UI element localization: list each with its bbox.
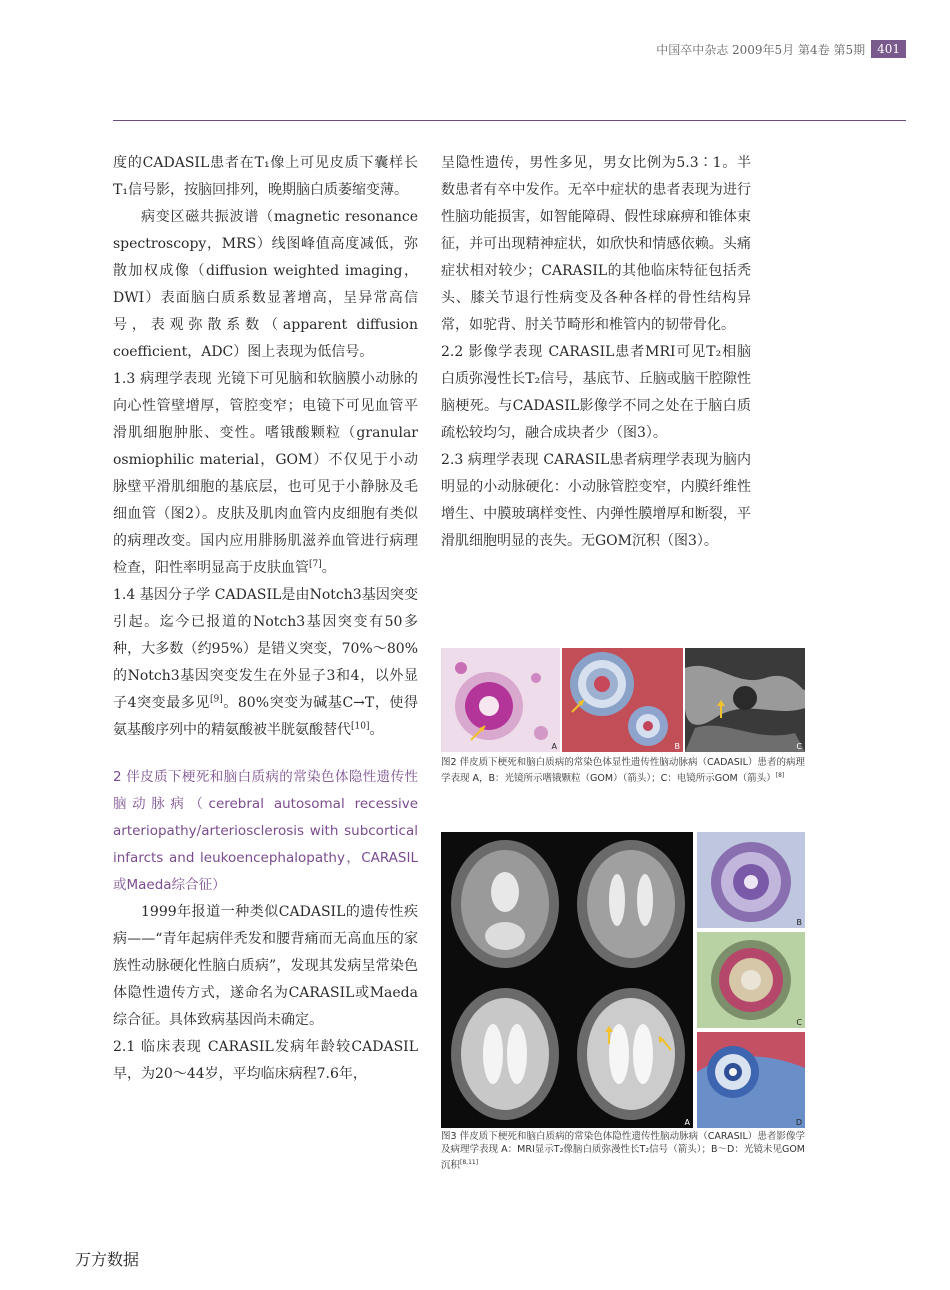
figure-3-label-b: B [796,918,802,927]
figure-3-panel-c-image [697,932,805,1028]
running-header [656,40,906,58]
section-1-4-end: 。 [369,722,384,738]
right-paragraph-1: 呈隐性遗传，男性多见，男女比例为5.3∶1。半数患者有卒中发作。无卒中症状的患者表现为进行性脑功能损害，如智能障碍、假性球麻痹和锥体束征，并可出现精神症状，如欣快和情感依赖。头痛症状相对较少；CARASIL的其他临床特征包括秃头、膝关节退行性病变及各种各样的骨性结构异常，如驼背、肘关节畸形和椎管内的韧带骨化。 [441,155,751,333]
left-paragraph-5: 1999年报道一种类似CADASIL的遗传性疾病——“青年起病伴秃发和腰背痛而无高血压的家族性动脉硬化性脑白质病”，发现其发病呈常染色体隐性遗传方式，遂命名为CARASIL或Maeda综合征。具体致病基因尚未确定。 [113,904,418,1028]
left-paragraph-2: 病变区磁共振波谱（magnetic resonance spectroscopy，MRS）线图峰值高度减低，弥散加权成像（diffusion weighted imaging，DWI）表面脑白质系数显著增高，呈异常高信号，表观弥散系数（apparent diffusion coefficient，ADC）图上表现为低信号。 [113,209,418,360]
section-1-3-text: 1.3 病理学表现 光镜下可见脑和软脑膜小动脉的向心性管壁增厚，管腔变窄；电镜下可见血管平滑肌细胞肿胀、变性。嗜锇酸颗粒（granular osmiophilic material，GOM）不仅见于小动脉壁平滑肌细胞的基底层，也可见于小静脉及毛细血管（图2）。皮肤及肌肉血管内皮细胞有类似的病理改变。国内应用腓肠肌滋养血管进行病理检查，阳性率明显高于皮肤血管 [113,371,418,576]
figure-2-panel-a [441,648,560,752]
section-2-3: 2.3 病理学表现 CARASIL患者病理学表现为脑内明显的小动脉硬化：小动脉管腔变窄，内膜纤维性增生、中膜玻璃样变性、内弹性膜增厚和断裂，平滑肌细胞明显的丧失。无GOM沉积（图3）。 [441,452,751,549]
section-1-4-text-a: 1.4 基因分子学 CADASIL是由Notch3基因突变引起。迄今已报道的Notch3基因突变有50多种，大多数（约95%）是错义突变，70%～80%的Notch3基因突变发生在外显子3和4，以外显子4突变最多见 [113,587,418,711]
figure-2-panel-b-image [562,648,683,752]
left-column [113,150,418,1088]
figure-2-label-a: A [551,742,557,751]
journal-info: 中国卒中杂志 2009年5月 第4卷 第5期 [656,42,866,57]
figure-3-label-c: C [796,1018,802,1027]
section-1-3 [113,366,418,582]
ref-7: [7] [309,559,322,570]
figure-3-panel-d-image [697,1032,805,1128]
footer-watermark: 万方数据 [75,1250,140,1269]
figure-2-caption-ref: [8] [775,772,785,779]
section-1-4 [113,582,418,744]
figure-2-caption-text: 图2 伴皮质下梗死和脑白质病的常染色体显性遗传性脑动脉病（CADASIL）患者的病理学表现 A，B：光镜所示嗜锇颗粒（GOM）（箭头）；C：电镜所示GOM（箭头） [441,757,805,785]
right-column [441,150,751,555]
figure-3-mri-image [441,832,693,1128]
figure-3-caption [441,1130,805,1172]
section-2-heading: 2 伴皮质下梗死和脑白质病的常染色体隐性遗传性脑动脉病（cerebral autosomal recessive arteriopathy/arteriosclerosis with subcortical infarcts and leukoencephalopathy，CARASIL或Maeda综合征） [113,769,418,893]
figure-2-label-c: C [796,742,802,751]
figure-3-panel-b-image [697,832,805,928]
section-2-1: 2.1 临床表现 CARASIL发病年龄较CADASIL早，为20～44岁，平均临床病程7.6年， [113,1039,418,1082]
figure-3-panel-d [697,1032,805,1128]
header-rule [113,120,906,121]
figure-3-panel-c [697,932,805,1028]
section-2-2: 2.2 影像学表现 CARASIL患者MRI可见T₂相脑白质弥漫性长T₂信号，基底节、丘脑或脑干腔隙性脑梗死。与CADASIL影像学不同之处在于脑白质疏松较均匀，融合成块者少（图3）。 [441,344,751,441]
section-1-3-end: 。 [321,560,336,576]
figure-2-panel-b [562,648,683,752]
figure-3-panel-a [441,832,693,1128]
figure-3-caption-text: 图3 伴皮质下梗死和脑白质病的常染色体隐性遗传性脑动脉病（CARASIL）患者影像学及病理学表现 A：MRI显示T₂像脑白质弥漫性长T₂信号（箭头）；B～D：光镜未见GOM沉积 [441,1131,805,1172]
left-paragraph-1: 度的CADASIL患者在T₁像上可见皮质下囊样长T₁信号影，按脑回排列，晚期脑白质萎缩变薄。 [113,155,418,198]
figure-3-caption-ref: [8,11] [460,1159,479,1166]
figure-2-panel-a-image [441,648,560,752]
figure-2-panel-c-image [685,648,805,752]
ref-9: [9] [209,694,223,705]
figure-2-label-b: B [674,742,680,751]
section-1-4-text-b: 。80%突变为碱基C→T，使得氨基酸序列中的精氨酸被半胱氨酸替代 [113,695,418,738]
figure-3-label-d: D [795,1118,802,1127]
figure-3-label-a: A [684,1118,690,1127]
ref-10: [10] [351,721,370,732]
page-number: 401 [871,40,906,58]
figure-2-caption [441,756,805,785]
figure-2-panel-c [685,648,805,752]
figure-3-panel-b [697,832,805,928]
